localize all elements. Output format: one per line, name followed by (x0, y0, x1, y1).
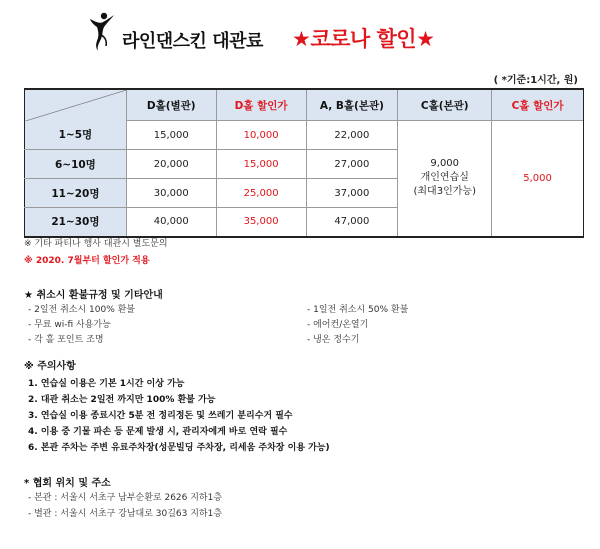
c-hall-price-cell (398, 121, 492, 237)
amenity-item: - 무료 wi-fi 사용가능 (28, 320, 111, 330)
caution-item: 2. 대관 취소는 2일전 까지만 100% 환불 가능 (28, 395, 216, 405)
c-hall-type: 개인연습실 (420, 172, 469, 184)
caution-item: 4. 이용 중 기물 파손 등 문제 발생 시, 관리자에게 바로 연락 필수 (28, 427, 288, 437)
price-basis-note: ( *기준:1시간, 원) (493, 75, 578, 86)
ab-hall-price: 37,000 (306, 179, 398, 208)
amenity-item: - 냉온 정수기 (307, 335, 360, 345)
row-label: 6~10명 (25, 150, 127, 179)
d-hall-discount-price: 25,000 (216, 179, 306, 208)
header-c-hall: C홀(본관) (398, 89, 492, 121)
page-title: 라인댄스킨 대관료 (122, 31, 263, 52)
row-label: 11~20명 (25, 179, 127, 208)
header-d-hall: D홀(별관) (126, 89, 216, 121)
address-annex-hall: - 별관 : 서울시 서초구 강남대로 30길63 지하1층 (28, 509, 223, 519)
d-hall-price: 30,000 (126, 179, 216, 208)
cautions-heading: ※ 주의사항 (24, 361, 76, 372)
d-hall-price: 20,000 (126, 150, 216, 179)
caution-item: 6. 본관 주차는 주변 유료주차장(성문빌딩 주차장, 리세움 주차장 이용 가능) (28, 443, 330, 453)
header-d-hall-discount: D홀 할인가 (216, 89, 306, 121)
table-header-row (25, 89, 584, 121)
row-label: 1~5명 (25, 121, 127, 150)
ab-hall-price: 47,000 (306, 208, 398, 237)
d-hall-price: 40,000 (126, 208, 216, 237)
d-hall-discount-price: 15,000 (216, 150, 306, 179)
header-c-hall-discount: C홀 할인가 (492, 89, 584, 121)
header-ab-hall: A, B홀(본관) (306, 89, 398, 121)
d-hall-discount-price: 10,000 (216, 121, 306, 150)
c-hall-price: 9,000 (430, 158, 460, 170)
discount-start-note: ※ 2020. 7월부터 할인가 적용 (24, 256, 150, 266)
d-hall-price: 15,000 (126, 121, 216, 150)
caution-item: 3. 연습실 이용 종료시간 5분 전 정리정돈 및 쓰레기 분리수거 필수 (28, 411, 293, 421)
address-main-hall: - 본관 : 서울시 서초구 남부순환로 2626 지하1층 (28, 493, 223, 503)
address-heading: * 협회 위치 및 주소 (24, 478, 111, 489)
refund-item: - 2일전 취소시 100% 환불 (28, 305, 136, 315)
row-label: 21~30명 (25, 208, 127, 237)
c-hall-capacity: (최대3인가능) (413, 186, 476, 198)
c-hall-discount-price: 5,000 (492, 121, 584, 237)
dancer-logo-icon (86, 10, 116, 52)
rental-rate-table (24, 88, 584, 238)
refund-item: - 1일전 취소시 50% 환불 (307, 305, 409, 315)
table-row (25, 121, 584, 150)
header-corner-cell (25, 89, 127, 121)
refund-policy-heading: ★ 취소시 환불규정 및 기타안내 (24, 290, 163, 301)
amenity-item: - 각 홀 포인트 조명 (28, 335, 104, 345)
event-inquiry-note: ※ 기타 파티나 행사 대관시 별도문의 (24, 239, 168, 249)
caution-item: 1. 연습실 이용은 기본 1시간 이상 가능 (28, 379, 185, 389)
ab-hall-price: 22,000 (306, 121, 398, 150)
promo-banner: ★코로나 할인★ (292, 27, 435, 51)
ab-hall-price: 27,000 (306, 150, 398, 179)
amenity-item: - 에어컨/온열기 (307, 320, 369, 330)
d-hall-discount-price: 35,000 (216, 208, 306, 237)
